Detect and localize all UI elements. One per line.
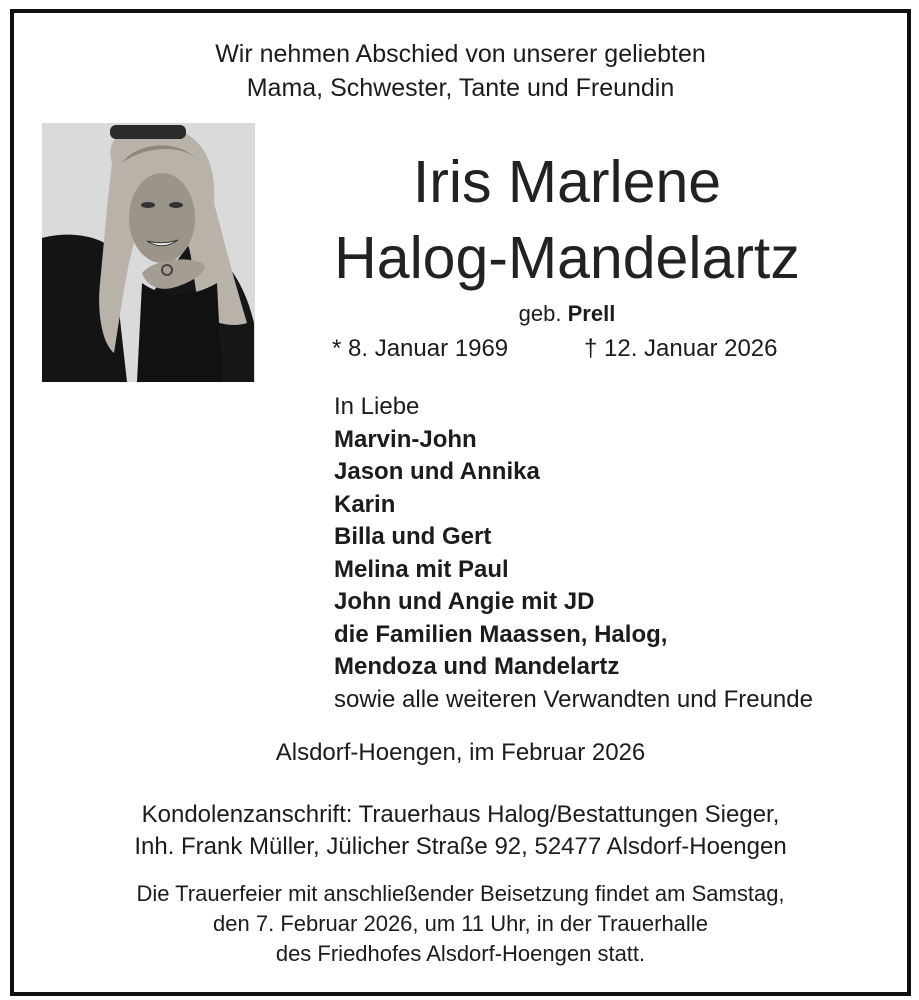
mourner-name: Melina mit Paul [334, 555, 509, 583]
birth-name: Prell [567, 301, 616, 326]
mourners-list [334, 391, 813, 716]
condolence-line-1: Kondolenzanschrift: Trauerhaus Halog/Bestattungen Sieger, [141, 801, 780, 828]
birth-name-line [260, 299, 874, 329]
ceremony-line-2: den 7. Februar 2026, um 11 Uhr, in der Trauerhalle [213, 911, 708, 936]
ceremony-line-1: Die Trauerfeier mit anschließender Beisetzung findet am Samstag, [136, 881, 785, 906]
intro-line-2: Mama, Schwester, Tante und Freundin [246, 74, 675, 102]
mourner-name: die Familien Maassen, Halog, [334, 620, 668, 648]
deceased-first-names: Iris Marlene [412, 149, 722, 215]
birth-date: * 8. Januar 1969 [332, 335, 509, 362]
portrait-image [42, 123, 255, 382]
death-date: † 12. Januar 2026 [584, 335, 778, 362]
intro-text [14, 37, 907, 105]
condolence-line-2: Inh. Frank Müller, Jülicher Straße 92, 52477 Alsdorf-Hoengen [134, 833, 787, 860]
portrait-photo [42, 123, 255, 382]
mourners-intro: In Liebe [334, 393, 420, 420]
mourner-name: Jason und Annika [334, 458, 540, 485]
mourner-name: John und Angie mit JD [334, 588, 595, 615]
birth-prefix: geb. [518, 301, 562, 326]
mourners-closing: sowie alle weiteren Verwandten und Freunde [334, 685, 813, 713]
place-and-date: Alsdorf-Hoengen, im Februar 2026 [275, 739, 646, 766]
intro-line-1: Wir nehmen Abschied von unserer geliebten [215, 40, 706, 68]
mourner-name: Mendoza und Mandelartz [334, 653, 620, 680]
mourner-name: Marvin-John [334, 425, 477, 453]
mourner-name: Karin [334, 490, 396, 518]
ceremony-line-3: des Friedhofes Alsdorf-Hoengen statt. [275, 941, 646, 966]
obituary-notice [10, 9, 911, 996]
life-dates [332, 333, 778, 365]
ceremony-info [14, 879, 907, 969]
deceased-last-name: Halog-Mandelartz [334, 225, 800, 291]
condolence-address [14, 799, 907, 863]
mourner-name: Billa und Gert [334, 523, 492, 550]
